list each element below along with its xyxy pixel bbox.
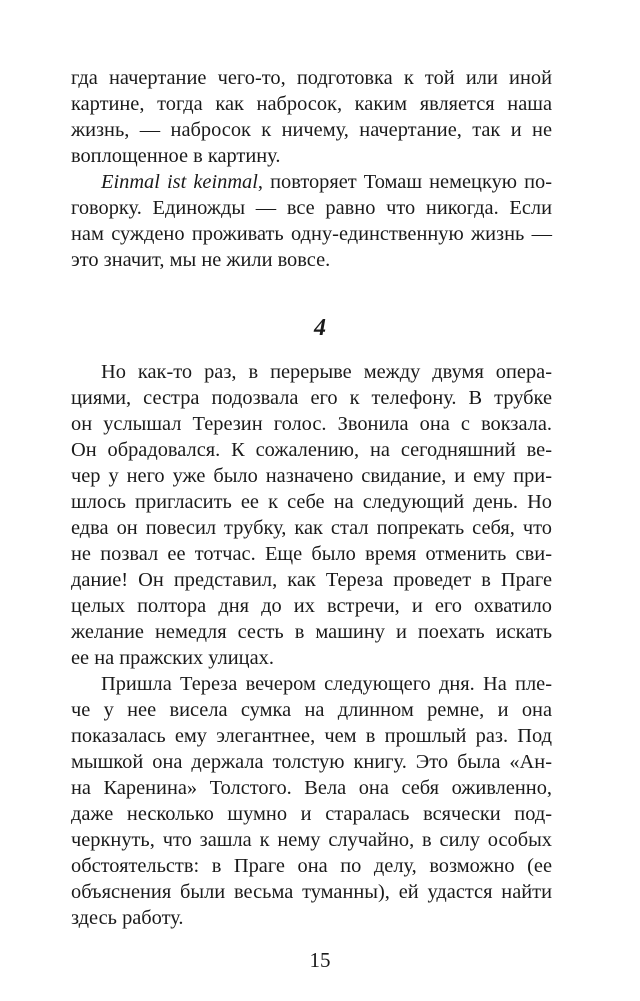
text-line: че у нее висела сумка на длинном ремне, и она bbox=[71, 699, 552, 721]
text-line: гда начертание чего-то, подготовка к той или иной bbox=[71, 67, 552, 89]
text-line: здесь работу. bbox=[71, 907, 184, 929]
text-line bbox=[101, 170, 552, 194]
text-line: это значит, мы не жили вовсе. bbox=[71, 249, 331, 271]
text-line: мышкой она держала толстую книгу. Это была «Ан- bbox=[71, 751, 552, 773]
text-line: воплощенное в картину. bbox=[71, 145, 281, 167]
text-line: дание! Он представил, как Тереза проведет в Праге bbox=[71, 569, 552, 591]
text-line: Пришла Тереза вечером следующего дня. На пле- bbox=[101, 673, 552, 695]
text-line: обстоятельств: в Праге она по делу, возможно (ее bbox=[71, 855, 552, 877]
text-line: объяснения были весьма туманны), ей удастся найти bbox=[71, 881, 552, 903]
text-line: не позвал ее тотчас. Еще было время отменить сви- bbox=[71, 543, 552, 565]
text-line: ее на пражских улицах. bbox=[71, 647, 274, 669]
text-line: на Каренина» Толстого. Вела она себя оживленно, bbox=[71, 777, 552, 799]
text-line: он услышал Терезин голос. Звонила она с вокзала. bbox=[71, 413, 552, 435]
text-line: картине, тогда как набросок, каким является наша bbox=[71, 93, 552, 115]
text-fragment: , повторяет Томаш немецкую по- bbox=[257, 171, 552, 193]
text-line: показалась ему элегантнее, чем в прошлый раз. Под bbox=[71, 725, 552, 747]
text-line: едва он повесил трубку, как стал попрекать себя, что bbox=[71, 517, 552, 539]
page-number: 15 bbox=[309, 948, 331, 972]
text-line: даже несколько шумно и старалась всячески под- bbox=[71, 803, 552, 825]
text-line: чер у него уже было назначено свидание, и ему при- bbox=[71, 465, 552, 487]
text-line: шлось пригласить ее к себе на следующий день. Но bbox=[71, 491, 552, 513]
text-line: Но как-то раз, в перерыве между двумя опера- bbox=[101, 361, 552, 383]
text-line: жизнь, — набросок к ничему, начертание, так и не bbox=[71, 119, 552, 141]
text-line: желание немедля сесть в машину и поехать искать bbox=[71, 621, 552, 643]
german-phrase: Einmal ist keinmal bbox=[101, 171, 258, 193]
text-line: циями, сестра подозвала его к телефону. В трубке bbox=[71, 387, 552, 409]
text-line: нам суждено проживать одну-единственную жизнь — bbox=[71, 223, 552, 245]
text-line: Он обрадовался. К сожалению, на сегодняшний ве- bbox=[71, 439, 552, 461]
chapter-number: 4 bbox=[314, 315, 326, 341]
text-line: черкнуть, что зашла к нему случайно, в силу особых bbox=[71, 829, 552, 851]
text-line: целых полтора дня до их встречи, и его охватило bbox=[71, 595, 552, 617]
text-line: говорку. Единожды — все равно что никогда. Если bbox=[71, 197, 552, 219]
